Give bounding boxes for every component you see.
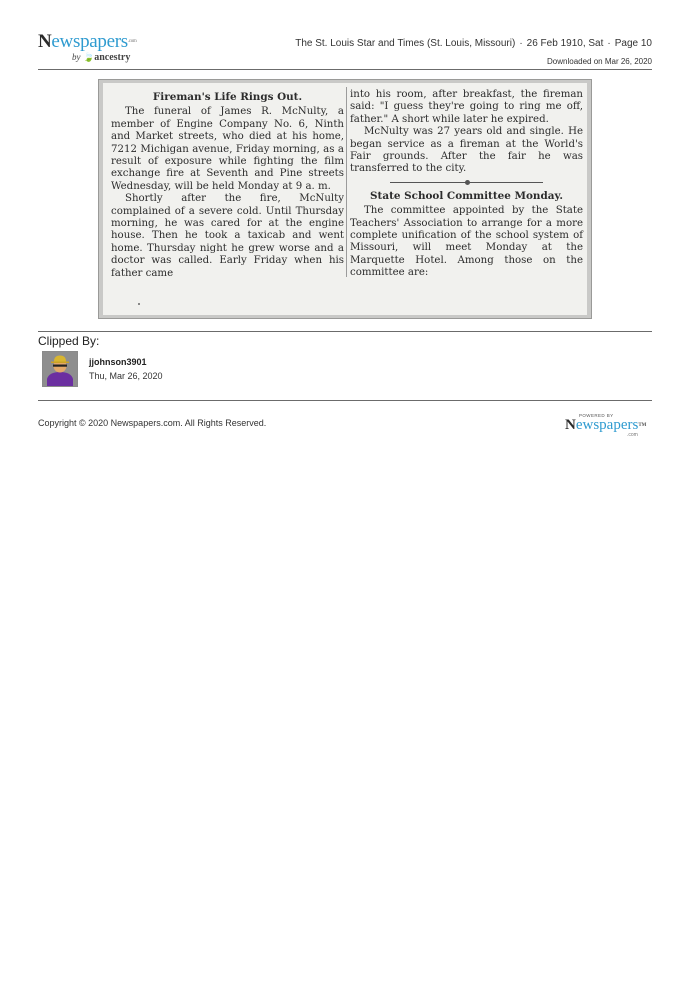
clipping-column-right [350, 89, 583, 280]
newspaper-citation [295, 38, 652, 49]
copyright-notice: Copyright © 2020 Newspapers.com. All Rights Reserved. [38, 418, 267, 428]
logo-com: .com [627, 432, 638, 438]
scan-speck [138, 303, 140, 305]
trademark-mark: TM [638, 423, 647, 428]
newspapers-logo[interactable] [38, 32, 148, 66]
article-separator [390, 182, 543, 183]
newspaper-clipping [98, 79, 592, 319]
downloaded-date: Downloaded on Mar 26, 2020 [547, 57, 652, 66]
ancestry-byline [72, 52, 148, 63]
article-paragraph: The committee appointed by the State Teachers' Association to arrange for a more complete unification of the school system of Missouri, will meet Monday at the Marquette Hotel. Among those on the committee are: [350, 205, 583, 279]
separator-dot: · [607, 38, 611, 49]
ancestry-leaf-icon: 🍃 [83, 52, 95, 62]
logo-wordmark: ewspapers [51, 31, 128, 52]
powered-by-label: POWERED BY [579, 413, 614, 418]
logo-wordmark: ewspapers [575, 417, 639, 433]
article-paragraph: The funeral of James R. McNulty, a member of Engine Company No. 6, Ninth and Market streets, who died at his home, 7212 Michigan avenue, Friday morning, as a result of exposure while fighting the film exchange fire at Seventh and Pine streets Wednesday, will be held Monday at 9 a. m. [111, 106, 344, 192]
article-heading: Fireman's Life Rings Out. [152, 91, 303, 103]
clipped-by-label: Clipped By: [38, 334, 100, 348]
powered-by-newspapers-logo[interactable] [565, 413, 655, 438]
logo-letter: N [565, 417, 576, 433]
clip-date: Thu, Mar 26, 2020 [89, 371, 163, 381]
byline-by: by [72, 52, 81, 62]
clipping-column-left [111, 89, 344, 280]
article-paragraph: Shortly after the fire, McNulty complained of a severe cold. Until Thursday morning, he was cared for at the engine house. Then he took a taxicab and went home. Thursday night he grew worse and a doctor was called. Early Friday when his father came [111, 193, 344, 279]
separator-dot: · [519, 38, 523, 49]
article-heading: State School Committee Monday. [370, 189, 563, 202]
page-number[interactable]: Page 10 [614, 38, 652, 49]
avatar-illustration [43, 352, 77, 386]
newspaper-title[interactable]: The St. Louis Star and Times (St. Louis, Missouri) [295, 38, 516, 49]
issue-date: 26 Feb 1910, Sat [526, 38, 604, 49]
clipping-paper [103, 83, 587, 315]
byline-ancestry: ancestry [94, 52, 131, 63]
article-paragraph: into his room, after breakfast, the fireman said: "I guess they're going to ring me off, father." A short while later he expired. [350, 89, 583, 125]
clipping-divider [38, 331, 652, 332]
clipper-username[interactable]: jjohnson3901 [89, 357, 147, 367]
logo-com: .com [127, 39, 137, 44]
column-rule [346, 87, 347, 277]
header-divider [38, 69, 652, 70]
footer-divider [38, 400, 652, 401]
logo-letter: N [38, 31, 52, 52]
article-paragraph: McNulty was 27 years old and single. He began service as a fireman at the World's Fair grounds. After the fair he was transferred to the city. [350, 126, 583, 175]
user-avatar-icon[interactable] [42, 351, 78, 387]
